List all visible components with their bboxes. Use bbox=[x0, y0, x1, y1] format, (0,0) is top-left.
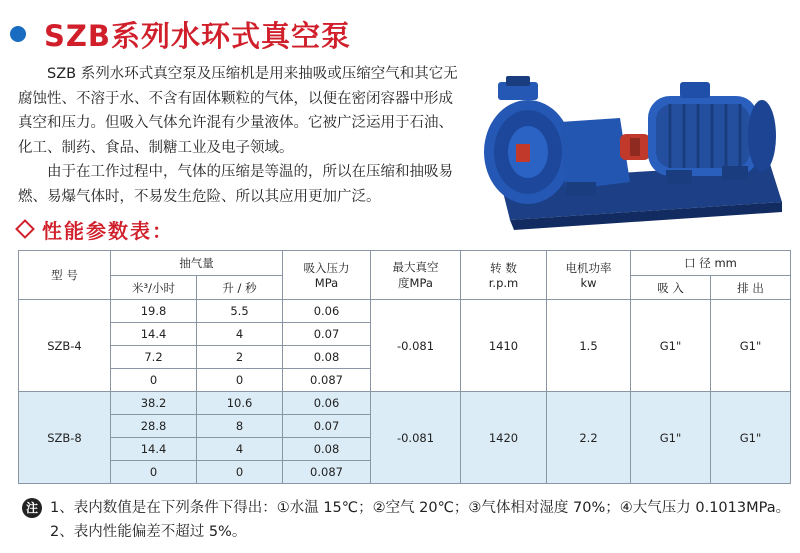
ls-cell: 4 bbox=[197, 323, 283, 346]
performance-table bbox=[18, 250, 791, 484]
header-row-1 bbox=[19, 251, 791, 276]
m3-cell: 14.4 bbox=[111, 438, 197, 461]
m3-cell: 19.8 bbox=[111, 300, 197, 323]
ls-cell: 8 bbox=[197, 415, 283, 438]
ls-cell: 10.6 bbox=[197, 392, 283, 415]
outlet-cell: G1" bbox=[711, 300, 791, 392]
header-power-unit: kw bbox=[580, 276, 597, 290]
subtitle-row bbox=[14, 216, 174, 242]
header-speed-unit: r.p.m bbox=[488, 276, 519, 290]
ls-cell: 0 bbox=[197, 461, 283, 484]
header-model: 型 号 bbox=[19, 251, 111, 300]
header-suction-m3: 米³/小时 bbox=[111, 276, 197, 300]
header-speed-label: 转 数 bbox=[490, 261, 517, 275]
speed-cell: 1420 bbox=[461, 392, 547, 484]
ls-cell: 0 bbox=[197, 369, 283, 392]
page-title: SZB系列水环式真空泵 bbox=[44, 18, 352, 53]
outlet-cell: G1" bbox=[711, 392, 791, 484]
table-row bbox=[19, 300, 791, 323]
title-row bbox=[10, 14, 351, 54]
header-caliber: 口 径 mm bbox=[631, 251, 791, 276]
pressure-cell: 0.06 bbox=[283, 392, 371, 415]
ls-cell: 4 bbox=[197, 438, 283, 461]
header-pressure-unit: MPa bbox=[314, 276, 339, 290]
notes bbox=[22, 496, 792, 544]
m3-cell: 38.2 bbox=[111, 392, 197, 415]
header-suction: 抽气量 bbox=[111, 251, 283, 276]
group-szb-8 bbox=[19, 392, 791, 484]
power-cell: 1.5 bbox=[547, 300, 631, 392]
note-line-2 bbox=[22, 520, 792, 544]
header-pressure bbox=[283, 251, 371, 300]
title-bullet bbox=[10, 26, 26, 42]
m3-cell: 14.4 bbox=[111, 323, 197, 346]
intro-paragraph-1: SZB 系列水环式真空泵及压缩机是用来抽吸或压缩空气和其它无腐蚀性、不溶于水、不含有固体颗粒的气体，以便在密闭容器中形成真空和压力。但吸入气体允许混有少量液体。它被广泛运用于石油、化工、制药、食品、制糖工业及电子领域。 bbox=[18, 66, 458, 156]
inlet-cell: G1" bbox=[631, 300, 711, 392]
pressure-cell: 0.08 bbox=[283, 438, 371, 461]
header-vacuum-unit: 度MPa bbox=[398, 276, 433, 290]
m3-cell: 28.8 bbox=[111, 415, 197, 438]
pressure-cell: 0.06 bbox=[283, 300, 371, 323]
speed-cell: 1410 bbox=[461, 300, 547, 392]
ls-cell: 5.5 bbox=[197, 300, 283, 323]
pressure-cell: 0.08 bbox=[283, 346, 371, 369]
header-speed bbox=[461, 251, 547, 300]
header-pressure-label: 吸入压力 bbox=[303, 261, 350, 275]
pressure-cell: 0.07 bbox=[283, 323, 371, 346]
header-inlet: 吸 入 bbox=[631, 276, 711, 300]
header-outlet: 排 出 bbox=[711, 276, 791, 300]
pressure-cell: 0.087 bbox=[283, 369, 371, 392]
inlet-cell: G1" bbox=[631, 392, 711, 484]
pressure-cell: 0.087 bbox=[283, 461, 371, 484]
vacuum-cell: -0.081 bbox=[371, 300, 461, 392]
m3-cell: 7.2 bbox=[111, 346, 197, 369]
model-cell: SZB-8 bbox=[19, 392, 111, 484]
m3-cell: 0 bbox=[111, 369, 197, 392]
pump-illustration bbox=[470, 52, 790, 232]
m3-cell: 0 bbox=[111, 461, 197, 484]
diamond-icon bbox=[15, 219, 35, 239]
section-title: 性能参数表： bbox=[42, 218, 174, 243]
note-badge: 注 bbox=[22, 498, 42, 518]
intro-text bbox=[18, 62, 458, 209]
note-text-1: 1、表内数值是在下列条件下得出：①水温 15℃；②空气 20℃；③气体相对湿度 70%；④大气压力 0.1013MPa。 bbox=[50, 500, 791, 516]
vacuum-cell: -0.081 bbox=[371, 392, 461, 484]
header-power-label: 电机功率 bbox=[565, 261, 612, 275]
header-suction-ls: 升 / 秒 bbox=[197, 276, 283, 300]
table-row bbox=[19, 392, 791, 415]
header-vacuum bbox=[371, 251, 461, 300]
group-szb-4 bbox=[19, 300, 791, 392]
ls-cell: 2 bbox=[197, 346, 283, 369]
model-cell: SZB-4 bbox=[19, 300, 111, 392]
header-vacuum-label: 最大真空 bbox=[392, 260, 439, 274]
note-line-1 bbox=[22, 496, 792, 520]
header-power bbox=[547, 251, 631, 300]
pressure-cell: 0.07 bbox=[283, 415, 371, 438]
intro-paragraph-2: 由于在工作过程中，气体的压缩是等温的，所以在压缩和抽吸易燃、易爆气体时，不易发生危险、所以其应用更加广泛。 bbox=[18, 164, 453, 205]
note-text-2: 2、表内性能偏差不超过 5%。 bbox=[50, 524, 247, 540]
power-cell: 2.2 bbox=[547, 392, 631, 484]
